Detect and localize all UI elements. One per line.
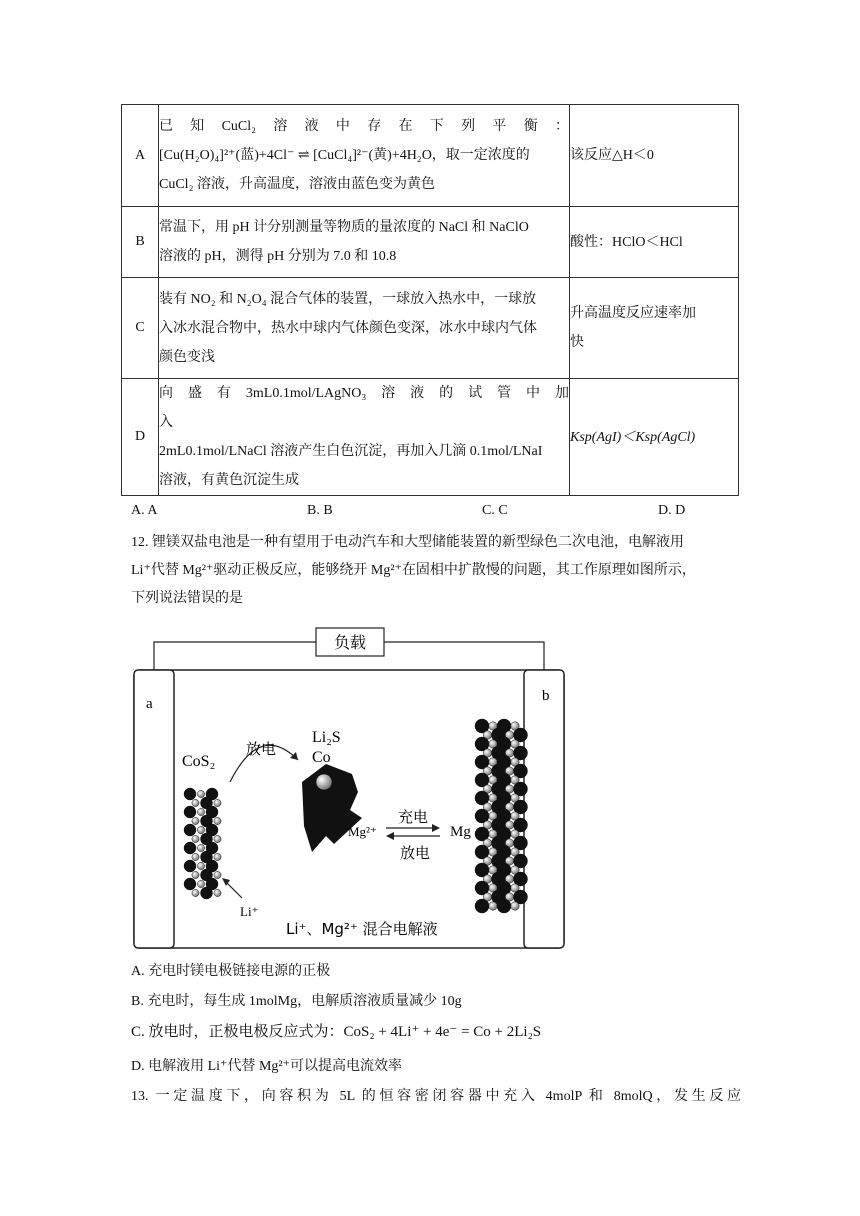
particle [489, 902, 497, 910]
row-label: B [122, 207, 159, 278]
particle [511, 902, 519, 910]
q12-option-b: B. 充电时，每生成 1molMg，电解质溶液质量减少 10g [131, 994, 462, 1009]
option-c: C. C [482, 503, 508, 518]
row-conclusion: 该反应△H＜0 [570, 105, 739, 207]
option-b: B. B [307, 503, 333, 518]
content-line: 装有 NO₂ 和 N₂O₄ 混合气体的装置，一球放入热水中，一球放 [159, 291, 537, 307]
q12-line: Li⁺代替 Mg²⁺驱动正极反应，能够绕开 Mg²⁺在固相中扩散慢的问题，其工作原理如图所示， [131, 563, 696, 578]
table-row [122, 379, 739, 496]
q12-option-a: A. 充电时镁电极链接电源的正极 [131, 964, 331, 979]
co-label: Co [312, 749, 331, 766]
row-label: C [122, 278, 159, 379]
particle [201, 887, 213, 899]
particle [475, 899, 489, 913]
particle [214, 817, 221, 824]
electrode-a-label: a [146, 696, 153, 712]
content-line: 溶液的 pH，测得 pH 分别为 7.0 和 10.8 [159, 249, 397, 264]
content-line: 向 盛 有 3mL0.1mol/LAgNO₃ 溶 液 的 试 管 中 加 入 [159, 386, 583, 430]
particle [184, 860, 196, 872]
particle [214, 853, 221, 860]
particle [184, 878, 196, 890]
content-line: CuCl₂ 溶液，升高温度，溶液由蓝色变为黄色 [159, 177, 435, 192]
option-a: A. A [131, 503, 158, 518]
electrolyte-label: Li⁺、Mg²⁺ 混合电解液 [286, 920, 438, 938]
experiment-table [121, 104, 739, 496]
particle [184, 806, 196, 818]
row-conclusion: Ksp(AgI)＜Ksp(AgCl) [570, 379, 739, 496]
q11-options [131, 503, 751, 525]
li-ion-arrow [226, 882, 242, 898]
particle [197, 826, 204, 833]
particle [192, 889, 199, 896]
content-line: 2mL0.1mol/LNaCl 溶液产生白色沉淀，再加入几滴 0.1mol/LNaI [159, 444, 543, 459]
particle [192, 871, 199, 878]
q12-line: 下列说法错误的是 [131, 591, 243, 606]
electrode-b-label: b [542, 688, 550, 704]
battery-diagram [130, 622, 570, 952]
row-content [159, 207, 570, 278]
charge-label: 充电 [398, 808, 429, 826]
particle [192, 853, 199, 860]
row-content [159, 278, 570, 379]
content-line: 常温下，用 pH 计分别测量等物质的量浓度的 NaCl 和 NaClO [159, 220, 529, 235]
particle [214, 835, 221, 842]
wire-right [384, 642, 544, 670]
row-content [159, 105, 570, 207]
row-conclusion [570, 278, 739, 379]
content-line: 入冰水混合物中，热水中球内气体颜色变深，冰水中球内气体 [159, 320, 537, 336]
content-line: 颜色变浅 [159, 349, 215, 365]
q12-stem [131, 529, 741, 613]
q13-stem: 13. 一定温度下，向容积为 5L 的恒容密闭容器中充入 4molP 和 8molQ，发生反应 [131, 1089, 741, 1104]
conclusion-line: 快 [570, 335, 584, 350]
li2s-label: Li₂S [312, 729, 341, 746]
particle [197, 862, 204, 869]
electrode-a [134, 670, 174, 948]
li-ion-label: Li⁺ [240, 904, 259, 919]
mg-particles [475, 719, 528, 913]
particle [184, 788, 196, 800]
mg-ion-label: Mg²⁺ [348, 824, 377, 839]
particle [184, 842, 196, 854]
content-line: [Cu(H₂O)₄]²⁺(蓝)+4Cl⁻ ⇌ [CuCl₄]²⁻(黄)+4H₂O，取一定浓度的 [159, 148, 530, 163]
row-label: D [122, 379, 159, 496]
particle [497, 899, 511, 913]
particle [197, 844, 204, 851]
cos2-particles [184, 788, 221, 899]
particle [192, 817, 199, 824]
particle [214, 889, 221, 896]
cos2-label: CoS₂ [182, 753, 216, 770]
particle [197, 790, 204, 797]
content-line: 已 知 CuCl₂ 溶 液 中 存 在 下 列 平 衡 ： [159, 119, 569, 134]
particle [197, 880, 204, 887]
discharge-bottom-label: 放电 [400, 844, 431, 862]
row-content [159, 379, 583, 496]
row-conclusion: 酸性：HClO＜HCl [570, 207, 739, 278]
particle [197, 808, 204, 815]
particle [192, 835, 199, 842]
discharge-top-label: 放电 [246, 740, 277, 758]
conclusion-line: 升高温度反应速率加 [570, 306, 696, 321]
mg-label: Mg [450, 824, 471, 840]
particle [184, 824, 196, 836]
row-label: A [122, 105, 159, 207]
table-row [122, 105, 739, 207]
q12-line: 12. 锂镁双盐电池是一种有望用于电动汽车和大型储能装置的新型绿色二次电池，电解液用 [131, 535, 684, 550]
q12-option-d: D. 电解液用 Li⁺代替 Mg²⁺可以提高电流效率 [131, 1059, 402, 1074]
table-row [122, 278, 739, 379]
particle [192, 799, 199, 806]
load-label: 负载 [333, 633, 367, 652]
q12-option-c: C. 放电时，正极电极反应式为：CoS₂ + 4Li⁺ + 4e⁻ = Co + 2Li₂S [131, 1024, 542, 1040]
particle [214, 799, 221, 806]
particle [214, 871, 221, 878]
table-row [122, 207, 739, 278]
wire-left [154, 642, 316, 670]
electrode-b [524, 670, 564, 948]
option-d: D. D [658, 503, 686, 518]
content-line: 溶液，有黄色沉淀生成 [159, 473, 299, 488]
